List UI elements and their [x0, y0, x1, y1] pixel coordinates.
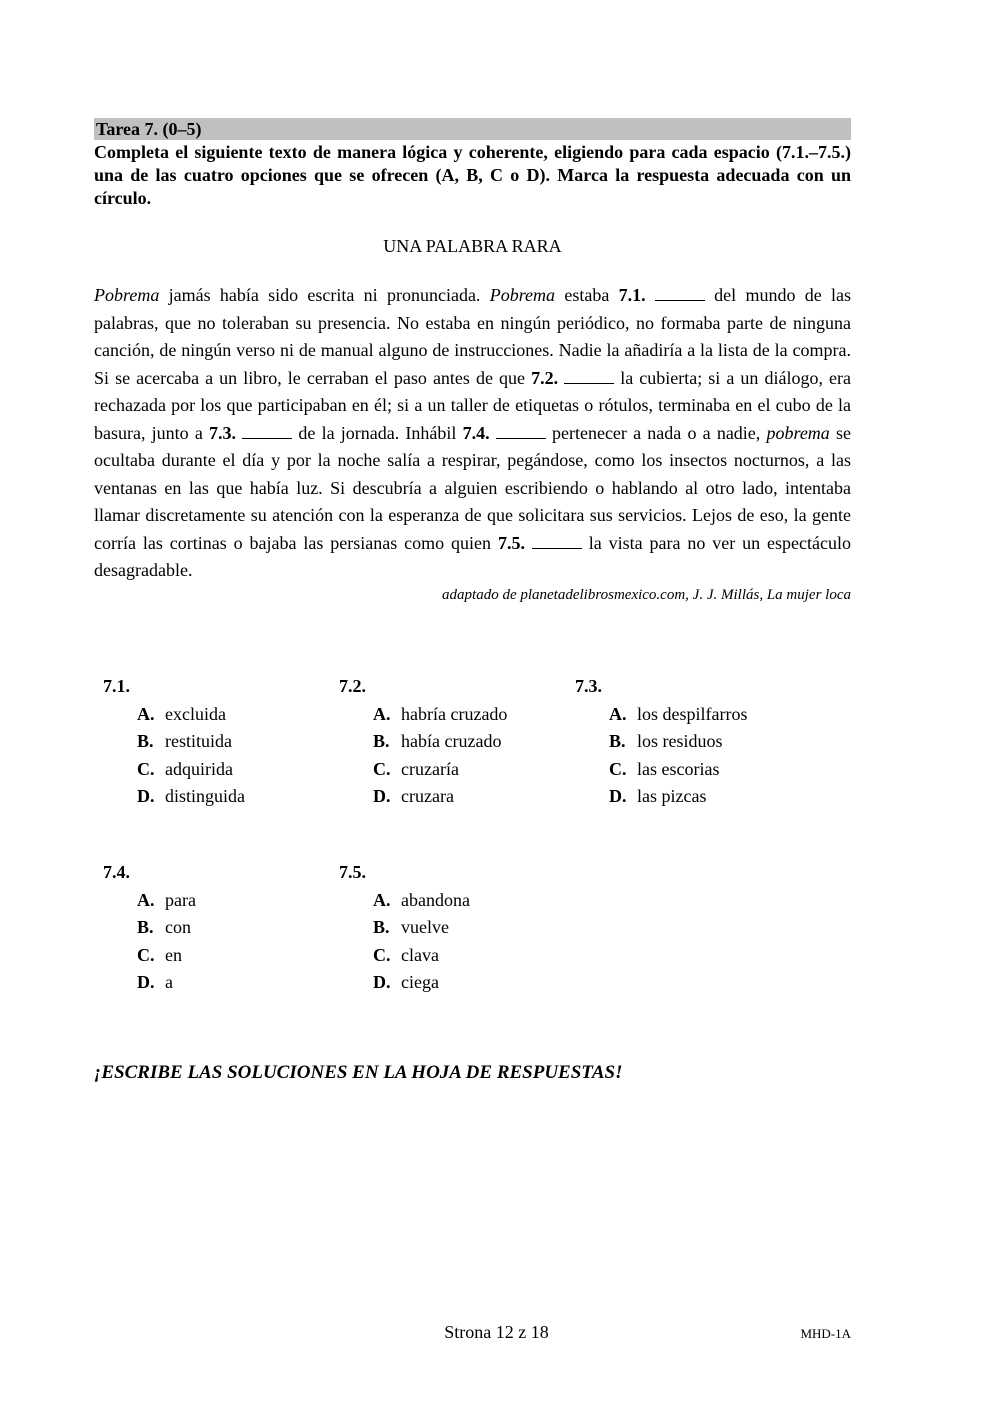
option-text: a	[165, 972, 173, 992]
option-letter: D.	[373, 972, 391, 992]
answer-sheet-note: ¡ESCRIBE LAS SOLUCIONES EN LA HOJA DE RESPUESTAS!	[94, 1062, 623, 1083]
option-text: ciega	[401, 972, 439, 992]
italic-word: pobrema	[766, 422, 830, 443]
option-letter: C.	[137, 944, 155, 965]
page-number: Strona 12 z 18	[444, 1322, 549, 1342]
passage-text: de la jornada. Inhábil	[292, 422, 463, 443]
option-letter: A.	[609, 703, 627, 724]
passage-text: se ocultaba durante el día y por la noche salía a respirar, pegándose, como los insectos nocturnos, a las ventanas en las que había luz. Si descubría a alguien escribiendo o hablando al otro lado, intentaba llamar discretamente su atención con la esperanza de que solicitara sus servicios. Lejos de eso, la gente corría las cortinas o bajaba las persianas como quien	[94, 422, 851, 553]
option-letter: B.	[137, 917, 154, 937]
option-text: había cruzado	[401, 731, 502, 751]
gap-number: 7.2.	[531, 367, 559, 388]
option-d[interactable]	[103, 969, 196, 997]
option-text: cruzaría	[401, 758, 459, 779]
option-letter: D.	[609, 786, 627, 806]
passage-text: estaba	[555, 285, 619, 305]
option-text: adquirida	[165, 758, 233, 779]
option-b[interactable]	[339, 728, 507, 756]
option-letter: B.	[609, 731, 626, 751]
option-c[interactable]	[575, 756, 747, 784]
option-text: habría cruzado	[401, 703, 508, 724]
gap-number: 7.1.	[618, 285, 646, 305]
option-letter: C.	[373, 944, 391, 965]
option-letter: C.	[373, 758, 391, 779]
option-letter: B.	[373, 731, 390, 751]
option-text: abandona	[401, 889, 470, 910]
source-citation: adaptado de planetadelibrosmexico.com, J. J. Millás, La mujer loca	[442, 586, 851, 603]
question-7-3	[575, 673, 747, 811]
option-text: vuelve	[401, 917, 449, 937]
passage-text: la vista para no ver un espectáculo desagradable.	[94, 532, 852, 580]
option-a[interactable]	[103, 887, 196, 915]
gap-blank	[242, 424, 292, 439]
option-letter: D.	[137, 786, 155, 806]
option-text: con	[165, 917, 191, 937]
option-text: clava	[401, 944, 439, 965]
option-b[interactable]	[339, 914, 470, 942]
question-number: 7.3.	[575, 676, 602, 696]
option-text: en	[165, 944, 182, 965]
italic-word: Pobrema	[489, 285, 556, 305]
option-text: distinguida	[165, 786, 245, 806]
gap-number: 7.3.	[209, 422, 237, 443]
task-header: Tarea 7. (0–5)	[94, 118, 851, 140]
option-letter: A.	[137, 703, 155, 724]
question-number: 7.2.	[339, 676, 366, 696]
option-text: las pizcas	[637, 786, 707, 806]
option-text: los despilfarros	[637, 703, 748, 724]
option-a[interactable]	[103, 701, 245, 729]
option-text: para	[165, 889, 196, 910]
option-b[interactable]	[575, 728, 747, 756]
gap-blank	[532, 534, 582, 549]
gap-number: 7.4.	[462, 422, 490, 443]
passage-text: del mundo de las palabras, que no toleraban su presencia. No estaba en ningún periódico, no formaba parte de ninguna canción, de ningún verso ni de manual alguno de instrucciones. Nadie la añadiría a la lista de la compra. Si se acercaba a un libro, le cerraban el paso antes de que	[94, 285, 852, 388]
question-7-1	[103, 673, 245, 811]
option-letter: B.	[373, 917, 390, 937]
option-letter: D.	[137, 972, 155, 992]
question-7-2	[339, 673, 507, 811]
passage-text: la cubierta; si a un diálogo, era rechazada por los que participaban en él; si a un taller de etiquetas o rótulos, terminaba en el cubo de la basura, junto a	[94, 367, 851, 443]
option-letter: C.	[137, 758, 155, 779]
option-b[interactable]	[103, 728, 245, 756]
option-b[interactable]	[103, 914, 196, 942]
option-c[interactable]	[339, 756, 507, 784]
option-d[interactable]	[575, 783, 747, 811]
gap-blank	[496, 424, 546, 439]
task-instructions: Completa el siguiente texto de manera lógica y coherente, eligiendo para cada espacio (7.1.–7.5.) una de las cuatro opciones que se ofrecen (A, B, C o D). Marca la respuesta adecuada con un círculo.	[94, 142, 851, 208]
passage-text: pertenecer a nada o a nadie,	[545, 422, 767, 443]
task-section	[94, 118, 851, 605]
gap-blank	[655, 286, 705, 301]
option-a[interactable]	[339, 701, 507, 729]
option-d[interactable]	[339, 969, 470, 997]
italic-word: Pobrema	[94, 285, 160, 305]
option-letter: A.	[373, 703, 391, 724]
option-c[interactable]	[339, 942, 470, 970]
gap-number: 7.5.	[497, 532, 525, 553]
option-c[interactable]	[103, 756, 245, 784]
option-d[interactable]	[339, 783, 507, 811]
option-d[interactable]	[103, 783, 245, 811]
option-a[interactable]	[575, 701, 747, 729]
option-letter: C.	[609, 758, 627, 779]
question-number: 7.4.	[103, 862, 130, 882]
question-7-4	[103, 859, 196, 997]
option-letter: A.	[373, 889, 391, 910]
option-a[interactable]	[339, 887, 470, 915]
text-title: UNA PALABRA RARA	[383, 236, 562, 256]
passage-text: jamás había sido escrita ni pronunciada.	[159, 285, 490, 305]
option-c[interactable]	[103, 942, 196, 970]
option-letter: D.	[373, 786, 391, 806]
option-text: los residuos	[637, 731, 723, 751]
option-text: excluida	[165, 703, 226, 724]
reading-passage	[94, 282, 851, 585]
option-text: restituida	[165, 731, 232, 751]
gap-blank	[564, 369, 614, 384]
exam-code: MHD-1A	[800, 1326, 851, 1341]
option-text: cruzara	[401, 786, 454, 806]
question-number: 7.1.	[103, 676, 130, 696]
option-text: las escorias	[637, 758, 720, 779]
question-7-5	[339, 859, 470, 997]
option-letter: A.	[137, 889, 155, 910]
option-letter: B.	[137, 731, 154, 751]
question-number: 7.5.	[339, 862, 366, 882]
